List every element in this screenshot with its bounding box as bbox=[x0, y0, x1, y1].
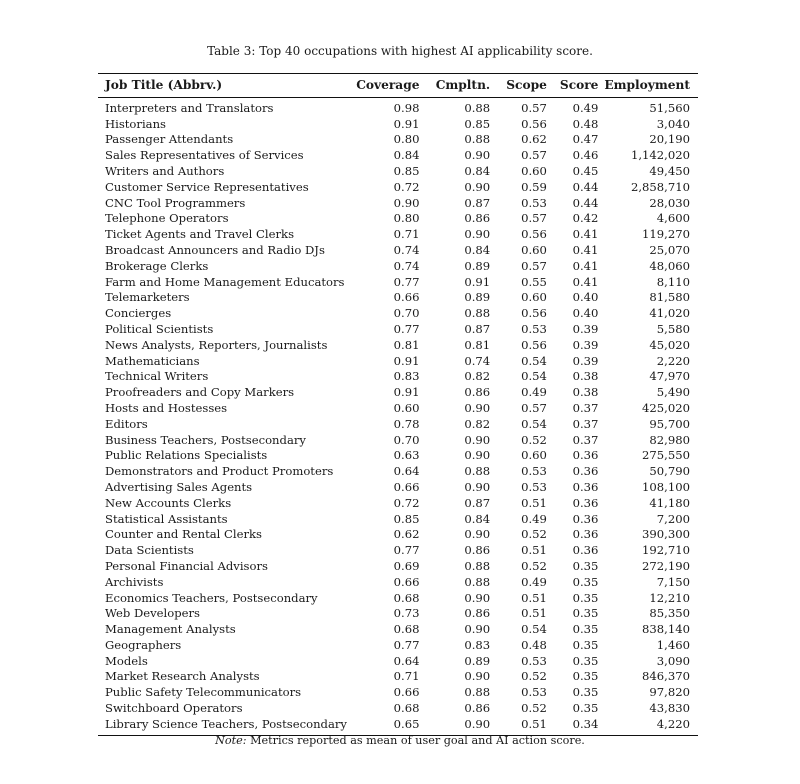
score-cell: 0.35 bbox=[572, 637, 599, 652]
scope-cell: 0.52 bbox=[521, 432, 547, 447]
table-row bbox=[98, 290, 698, 306]
employment-cell: 846,370 bbox=[642, 669, 690, 684]
coverage-cell: 0.91 bbox=[393, 353, 420, 368]
job-title-cell: Geographers bbox=[105, 637, 182, 652]
coverage-cell: 0.98 bbox=[393, 100, 420, 115]
employment-cell: 45,020 bbox=[649, 337, 690, 352]
completion-cell: 0.90 bbox=[464, 432, 491, 447]
completion-cell: 0.86 bbox=[464, 543, 491, 558]
employment-cell: 95,700 bbox=[649, 416, 690, 431]
employment-cell: 50,790 bbox=[649, 464, 690, 479]
score-cell: 0.47 bbox=[572, 132, 599, 147]
score-cell: 0.35 bbox=[572, 685, 599, 700]
coverage-cell: 0.60 bbox=[393, 400, 420, 415]
coverage-cell: 0.90 bbox=[393, 195, 420, 210]
scope-cell: 0.54 bbox=[521, 416, 547, 431]
table-row bbox=[98, 669, 698, 685]
note-label: Note: bbox=[215, 734, 247, 747]
coverage-cell: 0.78 bbox=[393, 416, 420, 431]
table-row bbox=[98, 275, 698, 291]
employment-cell: 3,040 bbox=[656, 116, 690, 131]
completion-cell: 0.90 bbox=[464, 148, 491, 163]
job-title-cell: Counter and Rental Clerks bbox=[105, 527, 262, 542]
score-cell: 0.41 bbox=[572, 242, 599, 257]
scope-cell: 0.53 bbox=[521, 321, 547, 336]
table-row bbox=[98, 385, 698, 401]
score-cell: 0.42 bbox=[572, 211, 599, 226]
job-title-cell: Switchboard Operators bbox=[105, 701, 243, 716]
job-title-cell: New Accounts Clerks bbox=[105, 495, 232, 510]
completion-cell: 0.86 bbox=[464, 385, 491, 400]
employment-cell: 3,090 bbox=[656, 653, 690, 668]
score-cell: 0.34 bbox=[572, 716, 599, 731]
employment-cell: 1,142,020 bbox=[630, 148, 690, 163]
scope-cell: 0.52 bbox=[521, 701, 547, 716]
table-row bbox=[98, 211, 698, 227]
scope-cell: 0.54 bbox=[521, 353, 547, 368]
score-cell: 0.40 bbox=[572, 290, 599, 305]
job-title-cell: Library Science Teachers, Postsecondary bbox=[105, 716, 347, 731]
job-title-cell: Interpreters and Translators bbox=[105, 100, 274, 115]
scope-cell: 0.60 bbox=[521, 290, 547, 305]
scope-cell: 0.51 bbox=[521, 543, 547, 558]
score-cell: 0.39 bbox=[572, 353, 599, 368]
scope-cell: 0.54 bbox=[521, 369, 547, 384]
completion-cell: 0.88 bbox=[464, 685, 491, 700]
employment-cell: 272,190 bbox=[642, 558, 690, 573]
employment-cell: 4,600 bbox=[656, 211, 690, 226]
score-cell: 0.49 bbox=[572, 100, 599, 115]
table-row bbox=[98, 480, 698, 496]
coverage-cell: 0.91 bbox=[393, 385, 420, 400]
coverage-cell: 0.64 bbox=[393, 653, 420, 668]
job-title-cell: Editors bbox=[105, 416, 148, 431]
table-row bbox=[98, 417, 698, 433]
employment-cell: 20,190 bbox=[649, 132, 690, 147]
completion-cell: 0.84 bbox=[464, 242, 491, 257]
scope-cell: 0.48 bbox=[521, 637, 547, 652]
table-row bbox=[98, 543, 698, 559]
completion-cell: 0.88 bbox=[464, 574, 491, 589]
scope-cell: 0.60 bbox=[521, 448, 547, 463]
table-row bbox=[98, 97, 698, 116]
completion-cell: 0.87 bbox=[464, 195, 491, 210]
employment-cell: 390,300 bbox=[642, 527, 690, 542]
scope-cell: 0.57 bbox=[521, 211, 547, 226]
table-row bbox=[98, 369, 698, 385]
table-row bbox=[98, 701, 698, 717]
score-cell: 0.35 bbox=[572, 558, 599, 573]
coverage-cell: 0.80 bbox=[393, 211, 420, 226]
column-header-completion: Cmpltn. bbox=[435, 78, 491, 92]
completion-cell: 0.85 bbox=[464, 116, 491, 131]
coverage-cell: 0.73 bbox=[393, 606, 420, 621]
job-title-cell: News Analysts, Reporters, Journalists bbox=[105, 337, 328, 352]
coverage-cell: 0.70 bbox=[393, 432, 420, 447]
scope-cell: 0.56 bbox=[521, 116, 547, 131]
job-title-cell: Business Teachers, Postsecondary bbox=[105, 432, 306, 447]
coverage-cell: 0.70 bbox=[393, 306, 420, 321]
employment-cell: 82,980 bbox=[649, 432, 690, 447]
employment-cell: 108,100 bbox=[642, 479, 690, 494]
employment-cell: 425,020 bbox=[642, 400, 690, 415]
job-title-cell: Technical Writers bbox=[105, 369, 209, 384]
scope-cell: 0.60 bbox=[521, 242, 547, 257]
completion-cell: 0.86 bbox=[464, 701, 491, 716]
coverage-cell: 0.66 bbox=[393, 685, 420, 700]
coverage-cell: 0.77 bbox=[393, 321, 420, 336]
column-header-score: Score bbox=[559, 78, 599, 92]
table-row bbox=[98, 164, 698, 180]
coverage-cell: 0.63 bbox=[393, 448, 420, 463]
coverage-cell: 0.85 bbox=[393, 163, 420, 178]
score-cell: 0.36 bbox=[572, 511, 599, 526]
score-cell: 0.39 bbox=[572, 337, 599, 352]
scope-cell: 0.53 bbox=[521, 653, 547, 668]
employment-cell: 51,560 bbox=[649, 100, 690, 115]
coverage-cell: 0.74 bbox=[393, 242, 420, 257]
scope-cell: 0.53 bbox=[521, 479, 547, 494]
job-title-cell: Customer Service Representatives bbox=[105, 179, 309, 194]
employment-cell: 838,140 bbox=[642, 622, 690, 637]
score-cell: 0.35 bbox=[572, 653, 599, 668]
occupations-table bbox=[98, 73, 698, 736]
table-row bbox=[98, 243, 698, 259]
table-row bbox=[98, 685, 698, 701]
scope-cell: 0.57 bbox=[521, 148, 547, 163]
table-note bbox=[0, 734, 800, 747]
job-title-cell: Broadcast Announcers and Radio DJs bbox=[105, 242, 325, 257]
coverage-cell: 0.66 bbox=[393, 479, 420, 494]
table-row bbox=[98, 227, 698, 243]
completion-cell: 0.90 bbox=[464, 527, 491, 542]
job-title-cell: Management Analysts bbox=[105, 622, 236, 637]
completion-cell: 0.84 bbox=[464, 163, 491, 178]
completion-cell: 0.90 bbox=[464, 179, 491, 194]
completion-cell: 0.87 bbox=[464, 321, 491, 336]
table-row bbox=[98, 306, 698, 322]
employment-cell: 47,970 bbox=[649, 369, 690, 384]
job-title-cell: Brokerage Clerks bbox=[105, 258, 209, 273]
table-row bbox=[98, 338, 698, 354]
scope-cell: 0.51 bbox=[521, 495, 547, 510]
job-title-cell: Public Safety Telecommunicators bbox=[105, 685, 302, 700]
score-cell: 0.36 bbox=[572, 495, 599, 510]
employment-cell: 2,220 bbox=[656, 353, 690, 368]
employment-cell: 41,180 bbox=[649, 495, 690, 510]
job-title-cell: Market Research Analysts bbox=[105, 669, 260, 684]
employment-cell: 7,200 bbox=[656, 511, 690, 526]
job-title-cell: Historians bbox=[105, 116, 166, 131]
completion-cell: 0.82 bbox=[464, 416, 491, 431]
scope-cell: 0.49 bbox=[521, 511, 547, 526]
coverage-cell: 0.80 bbox=[393, 132, 420, 147]
employment-cell: 192,710 bbox=[642, 543, 690, 558]
score-cell: 0.37 bbox=[572, 432, 599, 447]
score-cell: 0.36 bbox=[572, 543, 599, 558]
completion-cell: 0.88 bbox=[464, 100, 491, 115]
completion-cell: 0.82 bbox=[464, 369, 491, 384]
table-row bbox=[98, 196, 698, 212]
completion-cell: 0.88 bbox=[464, 558, 491, 573]
coverage-cell: 0.66 bbox=[393, 290, 420, 305]
job-title-cell: Mathematicians bbox=[105, 353, 200, 368]
scope-cell: 0.56 bbox=[521, 227, 547, 242]
coverage-cell: 0.66 bbox=[393, 574, 420, 589]
score-cell: 0.36 bbox=[572, 527, 599, 542]
scope-cell: 0.57 bbox=[521, 400, 547, 415]
column-header-scope: Scope bbox=[506, 78, 547, 92]
job-title-cell: Telemarketers bbox=[105, 290, 190, 305]
score-cell: 0.41 bbox=[572, 274, 599, 289]
scope-cell: 0.49 bbox=[521, 574, 547, 589]
employment-cell: 1,460 bbox=[656, 637, 690, 652]
job-title-cell: Models bbox=[105, 653, 148, 668]
table-row bbox=[98, 117, 698, 133]
employment-cell: 43,830 bbox=[649, 701, 690, 716]
completion-cell: 0.86 bbox=[464, 606, 491, 621]
completion-cell: 0.88 bbox=[464, 132, 491, 147]
score-cell: 0.35 bbox=[572, 590, 599, 605]
coverage-cell: 0.85 bbox=[393, 511, 420, 526]
coverage-cell: 0.77 bbox=[393, 637, 420, 652]
employment-cell: 25,070 bbox=[649, 242, 690, 257]
scope-cell: 0.52 bbox=[521, 527, 547, 542]
score-cell: 0.35 bbox=[572, 606, 599, 621]
job-title-cell: Advertising Sales Agents bbox=[105, 479, 253, 494]
coverage-cell: 0.81 bbox=[393, 337, 420, 352]
coverage-cell: 0.84 bbox=[393, 148, 420, 163]
employment-cell: 8,110 bbox=[656, 274, 690, 289]
score-cell: 0.48 bbox=[572, 116, 599, 131]
job-title-cell: Web Developers bbox=[105, 606, 200, 621]
completion-cell: 0.89 bbox=[464, 258, 491, 273]
table-row bbox=[98, 448, 698, 464]
employment-cell: 5,490 bbox=[656, 385, 690, 400]
job-title-cell: Hosts and Hostesses bbox=[105, 400, 228, 415]
employment-cell: 2,858,710 bbox=[630, 179, 690, 194]
table-row bbox=[98, 591, 698, 607]
employment-cell: 119,270 bbox=[642, 227, 690, 242]
job-title-cell: CNC Tool Programmers bbox=[105, 195, 246, 210]
table-row bbox=[98, 512, 698, 528]
coverage-cell: 0.91 bbox=[393, 116, 420, 131]
scope-cell: 0.51 bbox=[521, 590, 547, 605]
table-caption: Table 3: Top 40 occupations with highest AI applicability score. bbox=[207, 44, 593, 58]
score-cell: 0.41 bbox=[572, 258, 599, 273]
scope-cell: 0.62 bbox=[521, 132, 547, 147]
job-title-cell: Proofreaders and Copy Markers bbox=[105, 385, 295, 400]
completion-cell: 0.86 bbox=[464, 211, 491, 226]
scope-cell: 0.52 bbox=[521, 669, 547, 684]
employment-cell: 41,020 bbox=[649, 306, 690, 321]
job-title-cell: Telephone Operators bbox=[105, 211, 229, 226]
score-cell: 0.41 bbox=[572, 227, 599, 242]
table-row bbox=[98, 654, 698, 670]
coverage-cell: 0.77 bbox=[393, 543, 420, 558]
coverage-cell: 0.68 bbox=[393, 701, 420, 716]
score-cell: 0.36 bbox=[572, 479, 599, 494]
scope-cell: 0.57 bbox=[521, 258, 547, 273]
table-row bbox=[98, 496, 698, 512]
employment-cell: 275,550 bbox=[642, 448, 690, 463]
scope-cell: 0.57 bbox=[521, 100, 547, 115]
table-row bbox=[98, 259, 698, 275]
column-header-employment: Employment bbox=[604, 78, 690, 92]
occupations-table-wrapper bbox=[98, 73, 698, 736]
scope-cell: 0.60 bbox=[521, 163, 547, 178]
coverage-cell: 0.71 bbox=[393, 227, 420, 242]
table-row bbox=[98, 527, 698, 543]
job-title-cell: Data Scientists bbox=[105, 543, 194, 558]
table-row bbox=[98, 132, 698, 148]
table-row bbox=[98, 433, 698, 449]
employment-cell: 49,450 bbox=[649, 163, 690, 178]
table-row bbox=[98, 559, 698, 575]
job-title-cell: Personal Financial Advisors bbox=[105, 558, 268, 573]
table-body bbox=[98, 97, 698, 735]
scope-cell: 0.56 bbox=[521, 306, 547, 321]
coverage-cell: 0.72 bbox=[393, 495, 420, 510]
employment-cell: 85,350 bbox=[649, 606, 690, 621]
score-cell: 0.36 bbox=[572, 464, 599, 479]
table-row bbox=[98, 354, 698, 370]
score-cell: 0.37 bbox=[572, 400, 599, 415]
table-row bbox=[98, 622, 698, 638]
employment-cell: 5,580 bbox=[656, 321, 690, 336]
scope-cell: 0.51 bbox=[521, 606, 547, 621]
completion-cell: 0.88 bbox=[464, 306, 491, 321]
table-row bbox=[98, 575, 698, 591]
score-cell: 0.40 bbox=[572, 306, 599, 321]
completion-cell: 0.83 bbox=[464, 637, 491, 652]
completion-cell: 0.89 bbox=[464, 290, 491, 305]
score-cell: 0.46 bbox=[572, 148, 599, 163]
table-header bbox=[98, 74, 698, 98]
scope-cell: 0.54 bbox=[521, 622, 547, 637]
completion-cell: 0.90 bbox=[464, 400, 491, 415]
completion-cell: 0.90 bbox=[464, 716, 491, 731]
header-row bbox=[98, 74, 698, 98]
completion-cell: 0.90 bbox=[464, 227, 491, 242]
job-title-cell: Political Scientists bbox=[105, 321, 214, 336]
note-text: Metrics reported as mean of user goal and AI action score. bbox=[246, 734, 585, 747]
scope-cell: 0.55 bbox=[521, 274, 547, 289]
score-cell: 0.35 bbox=[572, 701, 599, 716]
scope-cell: 0.53 bbox=[521, 464, 547, 479]
job-title-cell: Passenger Attendants bbox=[105, 132, 234, 147]
scope-cell: 0.52 bbox=[521, 558, 547, 573]
score-cell: 0.45 bbox=[572, 163, 599, 178]
job-title-cell: Ticket Agents and Travel Clerks bbox=[105, 227, 295, 242]
employment-cell: 81,580 bbox=[649, 290, 690, 305]
coverage-cell: 0.71 bbox=[393, 669, 420, 684]
completion-cell: 0.84 bbox=[464, 511, 491, 526]
job-title-cell: Archivists bbox=[105, 574, 164, 589]
employment-cell: 48,060 bbox=[649, 258, 690, 273]
completion-cell: 0.74 bbox=[464, 353, 491, 368]
job-title-cell: Statistical Assistants bbox=[105, 511, 228, 526]
completion-cell: 0.90 bbox=[464, 448, 491, 463]
score-cell: 0.38 bbox=[572, 369, 599, 384]
table-row bbox=[98, 180, 698, 196]
employment-cell: 7,150 bbox=[656, 574, 690, 589]
coverage-cell: 0.74 bbox=[393, 258, 420, 273]
score-cell: 0.44 bbox=[572, 195, 599, 210]
completion-cell: 0.88 bbox=[464, 464, 491, 479]
score-cell: 0.35 bbox=[572, 574, 599, 589]
coverage-cell: 0.64 bbox=[393, 464, 420, 479]
scope-cell: 0.56 bbox=[521, 337, 547, 352]
coverage-cell: 0.72 bbox=[393, 179, 420, 194]
job-title-cell: Concierges bbox=[105, 306, 172, 321]
employment-cell: 4,220 bbox=[656, 716, 690, 731]
job-title-cell: Farm and Home Management Educators bbox=[105, 274, 345, 289]
coverage-cell: 0.62 bbox=[393, 527, 420, 542]
column-header-coverage: Coverage bbox=[356, 78, 420, 92]
scope-cell: 0.51 bbox=[521, 716, 547, 731]
table-row bbox=[98, 606, 698, 622]
scope-cell: 0.53 bbox=[521, 685, 547, 700]
coverage-cell: 0.69 bbox=[393, 558, 420, 573]
coverage-cell: 0.83 bbox=[393, 369, 420, 384]
coverage-cell: 0.65 bbox=[393, 716, 420, 731]
score-cell: 0.35 bbox=[572, 669, 599, 684]
table-row bbox=[98, 638, 698, 654]
employment-cell: 12,210 bbox=[649, 590, 690, 605]
score-cell: 0.37 bbox=[572, 416, 599, 431]
employment-cell: 97,820 bbox=[649, 685, 690, 700]
coverage-cell: 0.68 bbox=[393, 622, 420, 637]
table-row bbox=[98, 401, 698, 417]
score-cell: 0.38 bbox=[572, 385, 599, 400]
score-cell: 0.36 bbox=[572, 448, 599, 463]
table-row bbox=[98, 322, 698, 338]
completion-cell: 0.90 bbox=[464, 669, 491, 684]
job-title-cell: Demonstrators and Product Promoters bbox=[105, 464, 334, 479]
completion-cell: 0.91 bbox=[464, 274, 491, 289]
score-cell: 0.35 bbox=[572, 622, 599, 637]
coverage-cell: 0.68 bbox=[393, 590, 420, 605]
completion-cell: 0.90 bbox=[464, 590, 491, 605]
scope-cell: 0.53 bbox=[521, 195, 547, 210]
column-header-job-title: Job Title (Abbrv.) bbox=[105, 78, 223, 92]
completion-cell: 0.81 bbox=[464, 337, 491, 352]
completion-cell: 0.90 bbox=[464, 622, 491, 637]
completion-cell: 0.89 bbox=[464, 653, 491, 668]
job-title-cell: Economics Teachers, Postsecondary bbox=[105, 590, 318, 605]
completion-cell: 0.90 bbox=[464, 479, 491, 494]
job-title-cell: Writers and Authors bbox=[105, 163, 225, 178]
scope-cell: 0.49 bbox=[521, 385, 547, 400]
table-row bbox=[98, 148, 698, 164]
job-title-cell: Public Relations Specialists bbox=[105, 448, 268, 463]
score-cell: 0.39 bbox=[572, 321, 599, 336]
score-cell: 0.44 bbox=[572, 179, 599, 194]
employment-cell: 28,030 bbox=[649, 195, 690, 210]
job-title-cell: Sales Representatives of Services bbox=[105, 148, 304, 163]
coverage-cell: 0.77 bbox=[393, 274, 420, 289]
scope-cell: 0.59 bbox=[521, 179, 547, 194]
completion-cell: 0.87 bbox=[464, 495, 491, 510]
table-row bbox=[98, 464, 698, 480]
table-row bbox=[98, 717, 698, 735]
